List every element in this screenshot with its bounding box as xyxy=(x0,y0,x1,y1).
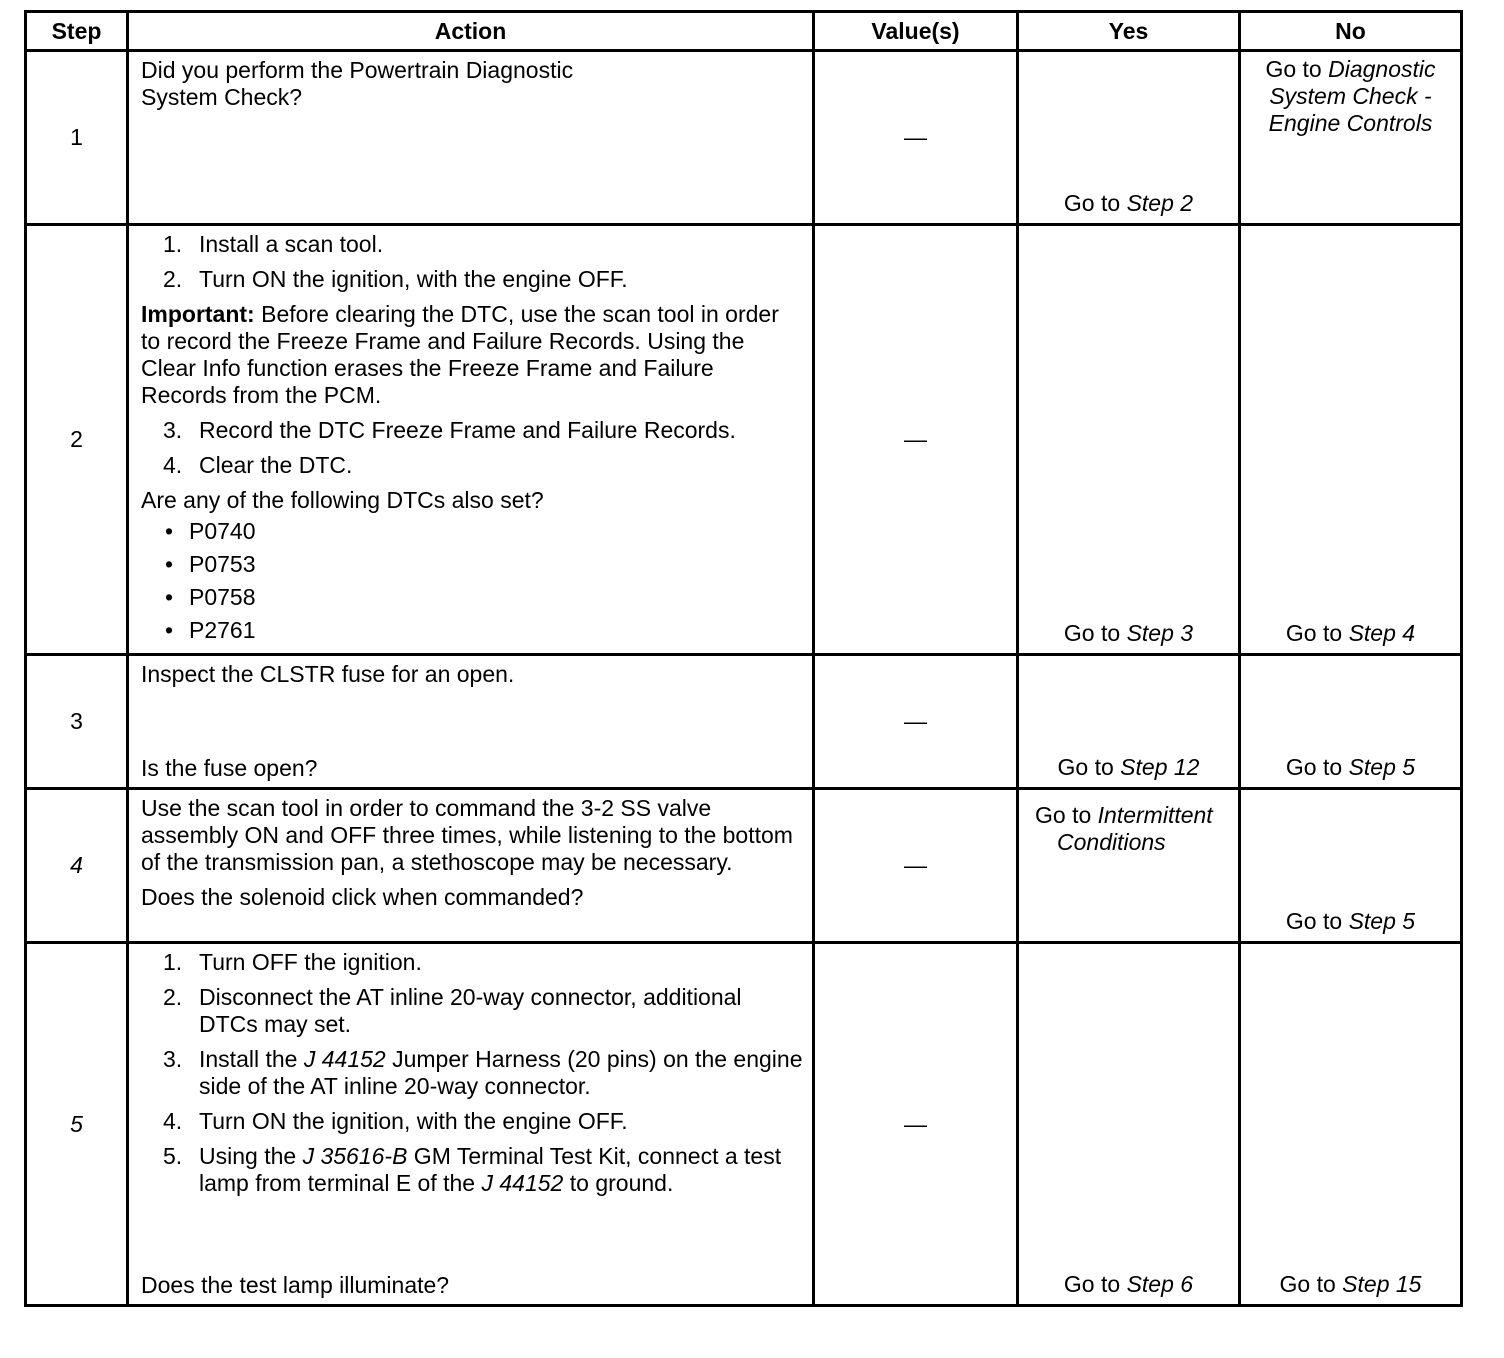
yes-target: Step 12 xyxy=(1120,754,1200,780)
procedure-item: 2. Turn ON the ignition, with the engine OFF. xyxy=(163,266,628,292)
yes-target-line: Conditions xyxy=(1057,829,1166,855)
go-to-label: Go to xyxy=(1063,190,1121,216)
action-text: Inspect the CLSTR fuse for an open. xyxy=(141,661,515,687)
no-cell xyxy=(1240,655,1462,789)
value-dash: — xyxy=(904,852,927,878)
step-number: 2 xyxy=(26,225,128,655)
go-to-label: Go to xyxy=(1035,802,1092,828)
procedure-item: 4. Turn ON the ignition, with the engine OFF. xyxy=(163,1108,628,1134)
procedure-item: 1. Turn OFF the ignition. xyxy=(163,949,422,975)
procedure-item: 3. Install the J 44152 Jumper Harness (20 pins) on the engine side of the AT inline 20-way connector. xyxy=(163,1046,803,1099)
no-target-line: Engine Controls xyxy=(1268,110,1433,136)
procedure-list xyxy=(141,949,804,1197)
value-cell xyxy=(814,51,1018,225)
action-text: Use the scan tool in order to command the 3-2 SS valve assembly ON and OFF three times, while listening to the bottom of the transmission pan, a stethoscope may be necessary. xyxy=(141,795,793,875)
no-target: Step 15 xyxy=(1342,1271,1422,1297)
action-cell xyxy=(128,225,814,655)
yes-cell xyxy=(1018,655,1240,789)
go-to-label: Go to xyxy=(1063,620,1121,646)
go-to-label: Go to xyxy=(1265,56,1322,82)
value-cell xyxy=(814,789,1018,943)
diagnostic-table xyxy=(24,10,1463,1307)
table-row-step-4 xyxy=(26,789,1462,943)
no-cell xyxy=(1240,51,1462,225)
table-row-step-3 xyxy=(26,655,1462,789)
value-dash: — xyxy=(904,708,927,734)
important-text: Before clearing the DTC, use the scan tool in order to record the Freeze Frame and Failure Records. Using the Clear Info function erases the Freeze Frame and Failure Records from the PCM. xyxy=(141,301,779,408)
yes-target: Step 2 xyxy=(1126,190,1194,216)
step-number: 4 xyxy=(26,789,128,943)
header-action: Action xyxy=(128,12,814,51)
step-number: 5 xyxy=(26,943,128,1306)
step-number: 1 xyxy=(26,51,128,225)
question-text: Is the fuse open? xyxy=(141,755,318,781)
action-cell xyxy=(128,789,814,943)
header-step: Step xyxy=(26,12,128,51)
yes-cell xyxy=(1018,789,1240,943)
procedure-list xyxy=(141,417,804,479)
go-to-label: Go to xyxy=(1285,620,1343,646)
go-to-label: Go to xyxy=(1285,754,1343,780)
procedure-list xyxy=(141,231,804,293)
action-text-line: Did you perform the Powertrain Diagnostic xyxy=(141,57,574,83)
header-yes: Yes xyxy=(1018,12,1240,51)
dtc-item: • P2761 xyxy=(141,617,804,644)
important-note xyxy=(141,301,804,409)
yes-target-line: Intermittent xyxy=(1097,802,1213,828)
procedure-item: 5. Using the J 35616-B GM Terminal Test Kit, connect a test lamp from terminal E of the J 44152 to ground. xyxy=(163,1143,782,1196)
header-values: Value(s) xyxy=(814,12,1018,51)
tool-reference: J 44152 xyxy=(303,1046,386,1072)
header-no: No xyxy=(1240,12,1462,51)
table-row-step-2 xyxy=(26,225,1462,655)
table-row-step-1 xyxy=(26,51,1462,225)
value-dash: — xyxy=(904,426,927,452)
no-cell xyxy=(1240,789,1462,943)
no-target-line: System Check - xyxy=(1269,83,1432,109)
value-dash: — xyxy=(904,124,927,150)
no-cell xyxy=(1240,225,1462,655)
value-cell xyxy=(814,225,1018,655)
go-to-label: Go to xyxy=(1057,754,1114,780)
go-to-label: Go to xyxy=(1063,1271,1121,1297)
procedure-item: 2. Disconnect the AT inline 20-way connector, additional DTCs may set. xyxy=(163,984,742,1037)
procedure-item: 1. Install a scan tool. xyxy=(163,231,384,257)
no-target: Step 5 xyxy=(1348,754,1416,780)
yes-target: Step 6 xyxy=(1126,1271,1194,1297)
action-text-line: System Check? xyxy=(141,84,303,110)
no-cell xyxy=(1240,943,1462,1306)
go-to-label: Go to xyxy=(1279,1271,1336,1297)
action-cell xyxy=(128,51,814,225)
value-cell xyxy=(814,943,1018,1306)
go-to-label: Go to xyxy=(1285,908,1343,934)
procedure-item: 3. Record the DTC Freeze Frame and Failure Records. xyxy=(163,417,736,443)
question-text: Does the solenoid click when commanded? xyxy=(141,884,584,910)
header-row xyxy=(26,12,1462,51)
dtc-list xyxy=(141,518,804,644)
question-text: Does the test lamp illuminate? xyxy=(141,1272,450,1298)
no-target: Step 5 xyxy=(1348,908,1416,934)
tool-reference: J 44152 xyxy=(481,1170,564,1196)
value-dash: — xyxy=(904,1110,927,1137)
value-cell xyxy=(814,655,1018,789)
tool-reference: J 35616-B xyxy=(302,1143,408,1169)
dtc-item: • P0753 xyxy=(141,551,804,584)
yes-target: Step 3 xyxy=(1126,620,1194,646)
yes-cell xyxy=(1018,225,1240,655)
procedure-item: 4. Clear the DTC. xyxy=(163,452,353,478)
table-row-step-5 xyxy=(26,943,1462,1306)
important-label: Important: xyxy=(141,301,255,327)
no-target: Step 4 xyxy=(1348,620,1416,646)
action-cell xyxy=(128,655,814,789)
dtc-item: • P0740 xyxy=(141,518,804,551)
dtc-item: • P0758 xyxy=(141,584,804,617)
no-target-line: Diagnostic xyxy=(1328,56,1436,82)
yes-cell xyxy=(1018,51,1240,225)
yes-cell xyxy=(1018,943,1240,1306)
action-cell xyxy=(128,943,814,1306)
step-number: 3 xyxy=(26,655,128,789)
question-text: Are any of the following DTCs also set? xyxy=(141,487,544,513)
